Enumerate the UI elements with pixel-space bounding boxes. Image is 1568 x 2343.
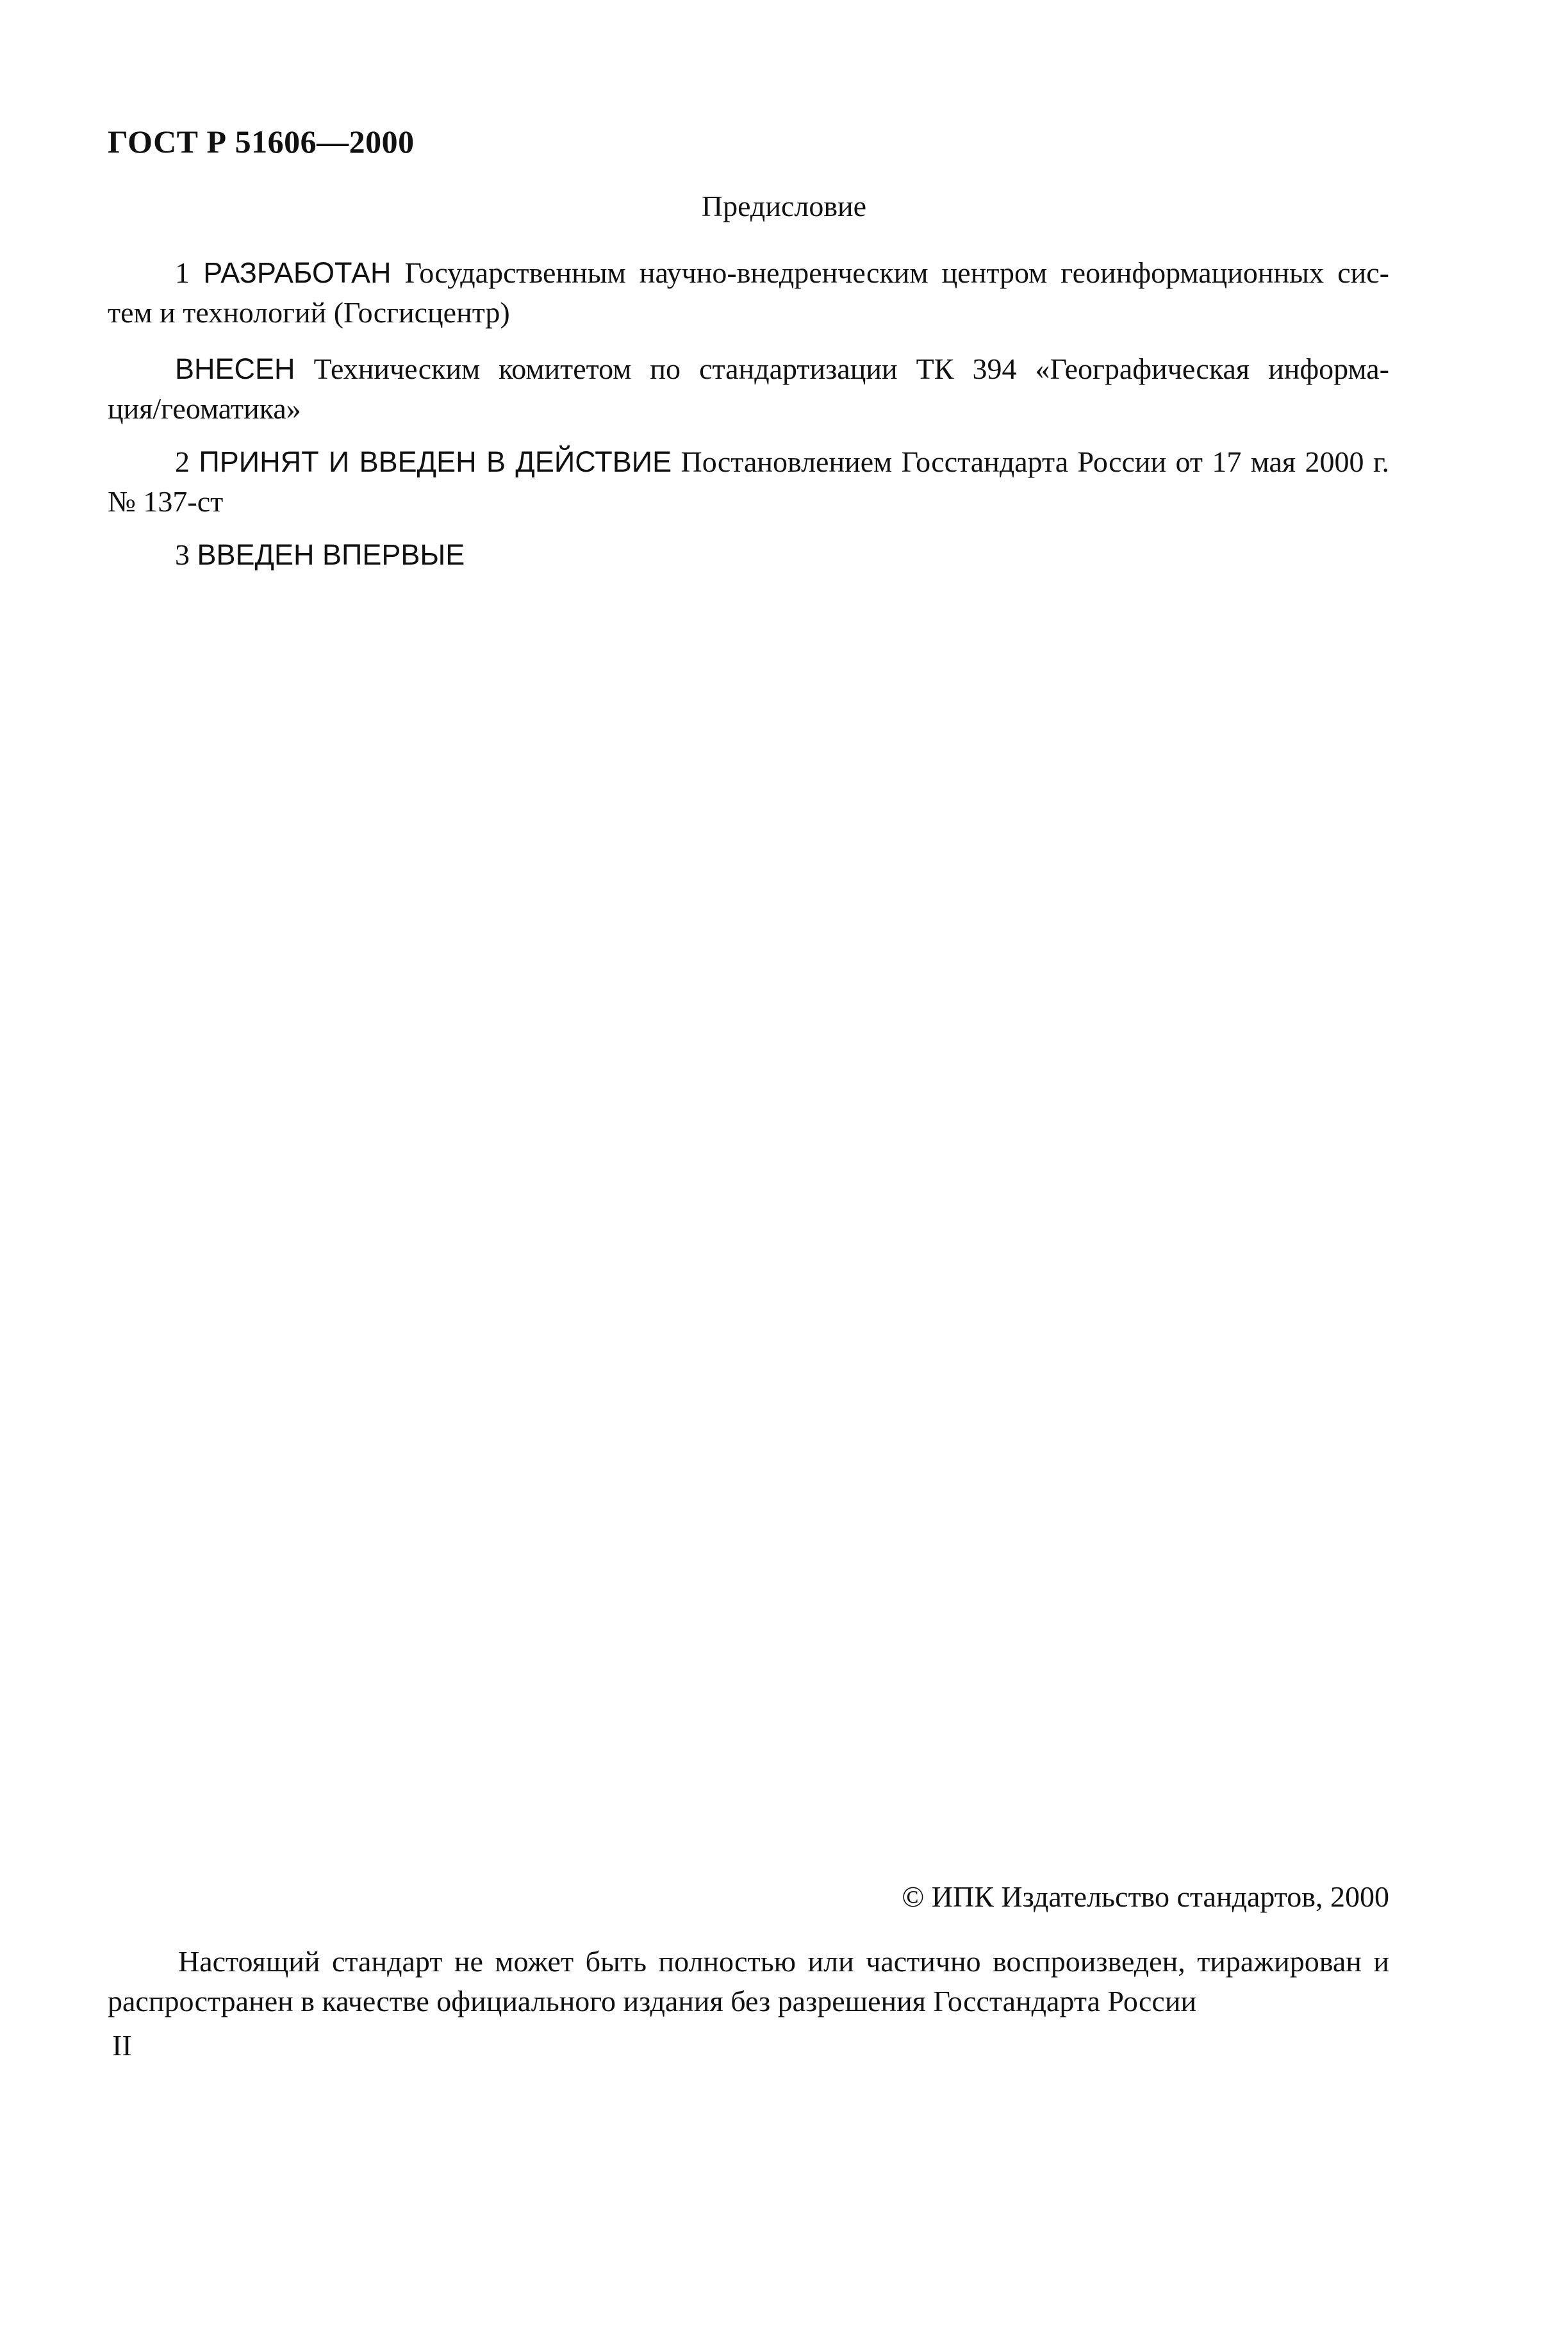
copyright-notice: © ИПК Издательство стандартов, 2000: [902, 1880, 1389, 1913]
item-text: Техническим комитетом по стандартизации ТК 394 «Географическая информа-: [313, 352, 1390, 385]
reproduction-notice-line2: распространен в качестве официального издания без разрешения Госстандарта России: [108, 1985, 1197, 2017]
preface-item-introduced: [108, 349, 1389, 429]
item-number: 1: [175, 256, 190, 289]
item-lead: ПРИНЯТ И ВВЕДЕН В ДЕЙСТВИЕ: [199, 445, 672, 478]
preface-item-2-line1: [108, 442, 1389, 482]
item-text: Государственным научно-внедренческим центром геоинформационных сис-: [404, 256, 1389, 289]
item-lead: РАЗРАБОТАН: [203, 256, 392, 289]
preface-item-1-line1: [108, 253, 1389, 293]
preface-item-introduced-line1: [108, 349, 1389, 389]
preface-item-2: [108, 442, 1389, 522]
item-lead: ВВЕДЕН ВПЕРВЫЕ: [197, 538, 465, 571]
preface-item-3-line1: [108, 535, 1389, 575]
preface-item-1: [108, 253, 1389, 333]
item-text: Постановлением Госстандарта России от 17 мая 2000 г.: [681, 445, 1390, 478]
item-lead: ВНЕСЕН: [175, 352, 295, 385]
preface-item-1-line2: тем и технологий (Госгисцентр): [108, 296, 510, 329]
page-number: II: [112, 2029, 132, 2062]
section-heading: Предисловие: [701, 190, 867, 222]
reproduction-notice: [108, 1942, 1389, 2021]
preface-item-3: [108, 535, 1389, 575]
preface-item-2-line2: № 137-ст: [108, 485, 224, 518]
preface-item-introduced-line2: ция/геоматика»: [108, 392, 301, 425]
reproduction-notice-line1: Настоящий стандарт не может быть полностью или частично воспроизведен, тиражирован и: [178, 1945, 1389, 1978]
document-code: ГОСТ Р 51606—2000: [108, 124, 415, 160]
item-number: 3: [175, 538, 190, 571]
item-number: 2: [175, 445, 190, 478]
